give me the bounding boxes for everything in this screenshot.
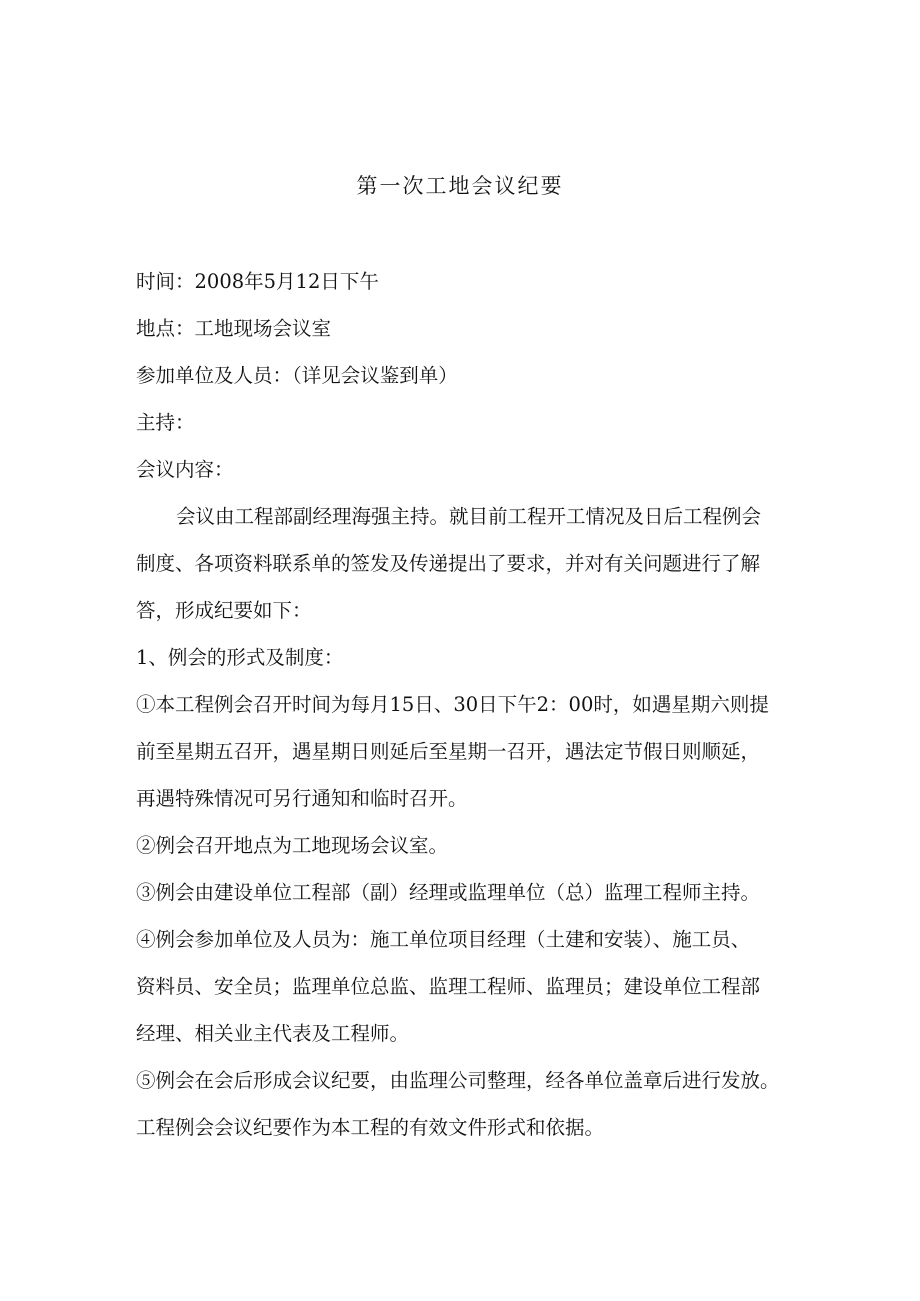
item-3: ③例会由建设单位工程部（副）经理或监理单位（总）监理工程师主持。 bbox=[136, 881, 761, 904]
item-5-line: ⑤例会在会后形成会议纪要，由监理公司整理，经各单位盖章后进行发放。 bbox=[136, 1069, 780, 1092]
meeting-attendees: 参加单位及人员：（详见会议鉴到单） bbox=[136, 364, 458, 387]
intro-line: 制度、各项资料联系单的签发及传递提出了要求，并对有关问题进行了解 bbox=[136, 552, 761, 575]
item-2: ②例会召开地点为工地现场会议室。 bbox=[136, 834, 449, 857]
section-1-heading: 1、例会的形式及制度： bbox=[136, 646, 344, 669]
item-4-line: ④例会参加单位及人员为：施工单位项目经理（土建和安装）、施工员、 bbox=[136, 928, 751, 951]
intro-line: 会议由工程部副经理海强主持。就目前工程开工情况及日后工程例会 bbox=[176, 505, 762, 528]
item-1-line: 再遇特殊情况可另行通知和临时召开。 bbox=[136, 787, 468, 810]
content-heading: 会议内容： bbox=[136, 458, 234, 481]
document-title: 第一次工地会议纪要 bbox=[356, 174, 564, 198]
item-4-line: 资料员、安全员；监理单位总监、监理工程师、监理员；建设单位工程部 bbox=[136, 975, 761, 998]
meeting-host: 主持： bbox=[136, 411, 195, 434]
intro-line: 答，形成纪要如下： bbox=[136, 599, 312, 622]
item-1-line: 前至星期五召开，遇星期日则延后至星期一召开，遇法定节假日则顺延， bbox=[136, 740, 761, 763]
item-4-line: 经理、相关业主代表及工程师。 bbox=[136, 1022, 410, 1045]
meeting-time: 时间：2008年5月12日下午 bbox=[136, 270, 379, 293]
item-5-line: 工程例会会议纪要作为本工程的有效文件形式和依据。 bbox=[136, 1116, 605, 1139]
item-1-line: ①本工程例会召开时间为每月15日、30日下午2：00时，如遇星期六则提 bbox=[136, 693, 769, 716]
meeting-place: 地点：工地现场会议室 bbox=[136, 317, 332, 340]
document-body bbox=[136, 258, 796, 1151]
